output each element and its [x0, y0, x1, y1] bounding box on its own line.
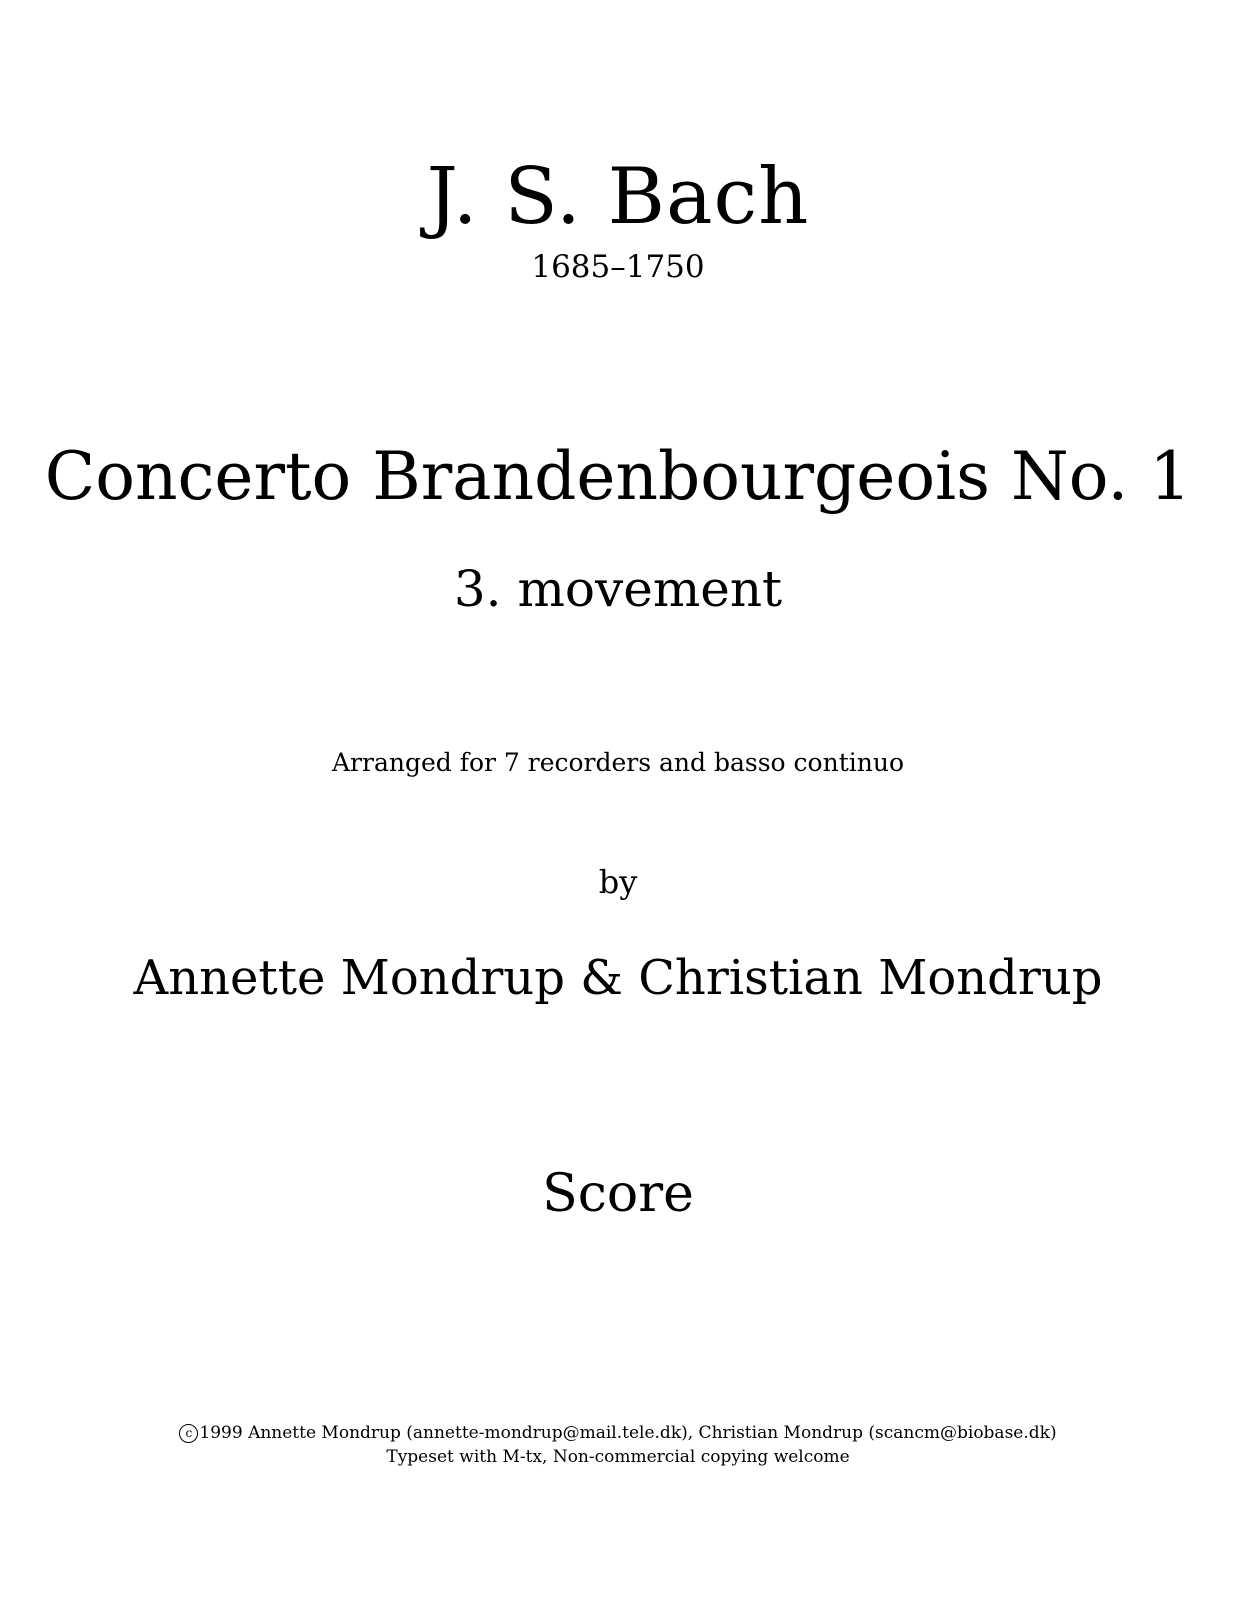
by-label: by	[598, 863, 638, 901]
composer-name: J. S. Bach	[426, 152, 810, 242]
score-label: Score	[542, 1164, 694, 1224]
copyright-text: 1999 Annette Mondrup (annette-mondrup@mail.tele.dk), Christian Mondrup (scancm@biobase.dk)	[199, 1423, 1057, 1443]
composer-dates: 1685–1750	[531, 249, 705, 285]
arrangement-note: Arranged for 7 recorders and basso continuo	[331, 748, 904, 777]
movement-label: 3. movement	[453, 560, 783, 618]
arrangers-names: Annette Mondrup & Christian Mondrup	[133, 950, 1103, 1006]
work-title: Concerto Brandenbourgeois No. 1	[44, 438, 1192, 515]
copyright-icon: c	[179, 1424, 198, 1443]
typeset-note: Typeset with M-tx, Non-commercial copying welcome	[386, 1447, 850, 1467]
copyright-line	[0, 1424, 1236, 1443]
